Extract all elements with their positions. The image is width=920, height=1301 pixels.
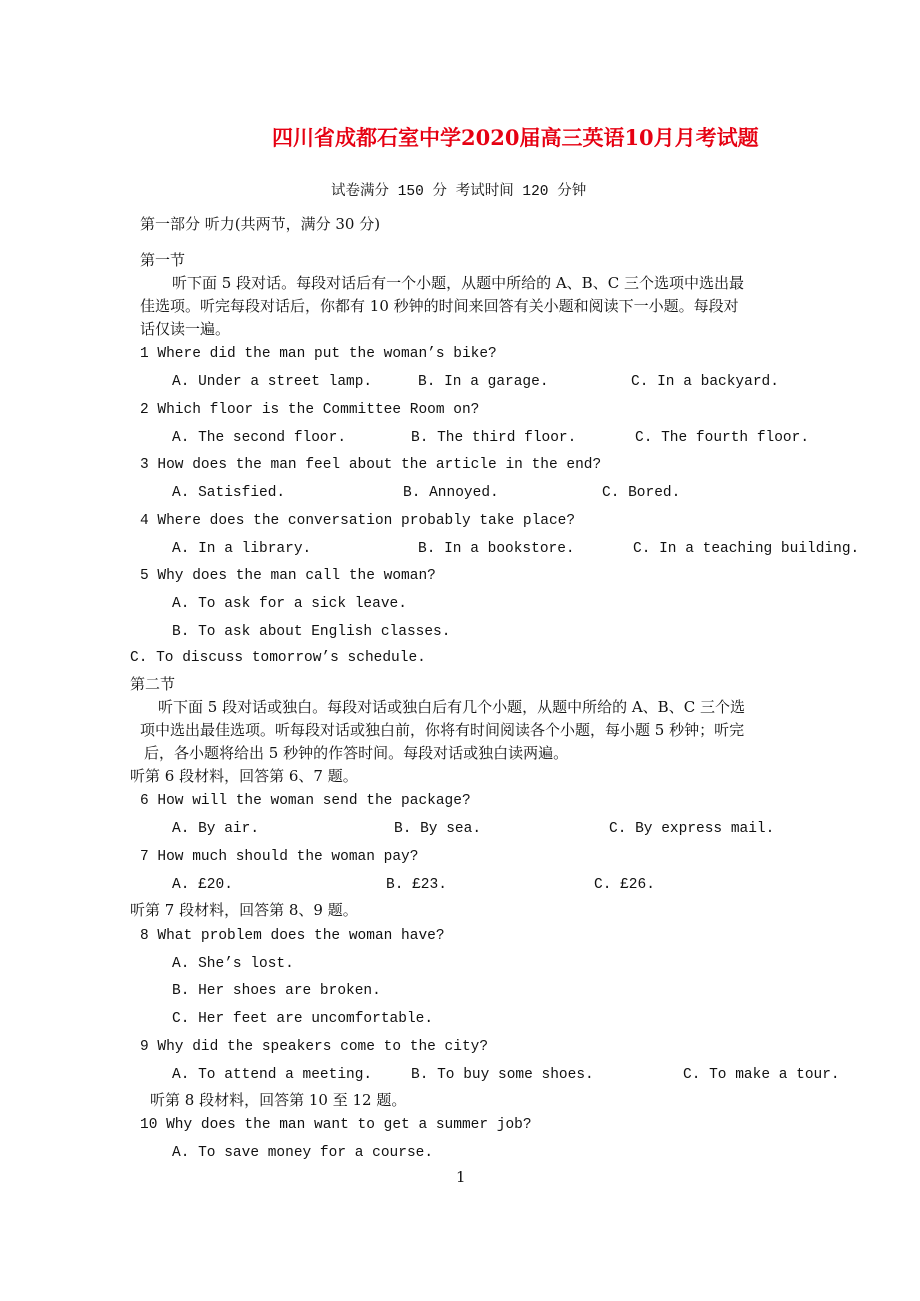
q6-stem: 6 How will the woman send the package? (140, 793, 471, 809)
q8-stem: 8 What problem does the woman have? (140, 928, 445, 944)
section2-instruction-line1: 听下面 5 段对话或独白。每段对话或独白后有几个小题，从题中所给的 A、B、C 三个选 (158, 698, 745, 716)
material8-note: 听第 8 段材料，回答第 10 至 12 题。 (150, 1091, 407, 1109)
material7-note: 听第 7 段材料，回答第 8、9 题。 (130, 901, 358, 919)
section2-heading: 第二节 (130, 675, 176, 693)
q5-option-a: A. To ask for a sick leave. (172, 596, 407, 612)
section1-heading: 第一节 (140, 251, 186, 269)
q4-option-c: C. In a teaching building. (633, 541, 860, 557)
page-number: 1 (456, 1168, 466, 1186)
q7-option-c: C. £26. (594, 877, 655, 893)
q6-option-c: C. By express mail. (609, 821, 775, 837)
q3-option-c: C. Bored. (602, 485, 681, 501)
section1-instruction-line2: 佳选项。听完每段对话后，你都有 10 秒钟的时间来回答有关小题和阅读下一小题。每段对 (140, 297, 739, 315)
q6-option-a: A. By air. (172, 821, 260, 837)
q5-option-b: B. To ask about English classes. (172, 624, 451, 640)
q5-stem: 5 Why does the man call the woman? (140, 568, 436, 584)
q8-option-a: A. She’s lost. (172, 956, 294, 972)
q1-option-c: C. In a backyard. (631, 374, 779, 390)
q8-option-c: C. Her feet are uncomfortable. (172, 1011, 434, 1027)
q2-option-a: A. The second floor. (172, 430, 347, 446)
q10-option-a: A. To save money for a course. (172, 1145, 434, 1161)
q9-stem: 9 Why did the speakers come to the city? (140, 1039, 489, 1055)
q6-option-b: B. By sea. (394, 821, 482, 837)
q4-stem: 4 Where does the conversation probably take place? (140, 513, 576, 529)
section2-instruction-line2: 项中选出最佳选项。听每段对话或独白前，你将有时间阅读各个小题，每小题 5 秒钟；听完 (140, 721, 745, 739)
section1-instruction-line3: 话仅读一遍。 (140, 320, 231, 338)
q5-option-c: C. To discuss tomorrow’s schedule. (130, 650, 426, 666)
q7-option-a: A. £20. (172, 877, 233, 893)
q3-stem: 3 How does the man feel about the article in the end? (140, 457, 602, 473)
q1-option-b: B. In a garage. (418, 374, 549, 390)
q3-option-a: A. Satisfied. (172, 485, 286, 501)
q8-option-b: B. Her shoes are broken. (172, 983, 381, 999)
q2-option-c: C. The fourth floor. (635, 430, 810, 446)
q2-stem: 2 Which floor is the Committee Room on? (140, 402, 480, 418)
q3-option-b: B. Annoyed. (403, 485, 499, 501)
q9-option-c: C. To make a tour. (683, 1067, 840, 1083)
document-title: 四川省成都石室中学2020届高三英语10月月考试题 (272, 125, 759, 150)
q1-stem: 1 Where did the man put the woman’s bike? (140, 346, 497, 362)
q2-option-b: B. The third floor. (411, 430, 577, 446)
section2-instruction-line3: 后，各小题将给出 5 秒钟的作答时间。每段对话或独白读两遍。 (144, 744, 569, 762)
q10-stem: 10 Why does the man want to get a summer job? (140, 1117, 532, 1133)
part1-heading: 第一部分 听力(共两节，满分 30 分) (140, 215, 381, 233)
q7-stem: 7 How much should the woman pay? (140, 849, 419, 865)
q9-option-a: A. To attend a meeting. (172, 1067, 373, 1083)
section1-instruction-line1: 听下面 5 段对话。每段对话后有一个小题，从题中所给的 A、B、C 三个选项中选出最 (172, 274, 744, 292)
q4-option-a: A. In a library. (172, 541, 312, 557)
q4-option-b: B. In a bookstore. (418, 541, 575, 557)
q1-option-a: A. Under a street lamp. (172, 374, 373, 390)
q9-option-b: B. To buy some shoes. (411, 1067, 594, 1083)
material6-note: 听第 6 段材料，回答第 6、7 题。 (130, 767, 358, 785)
exam-info: 试卷满分 150 分 考试时间 120 分钟 (331, 184, 587, 200)
q7-option-b: B. £23. (386, 877, 447, 893)
